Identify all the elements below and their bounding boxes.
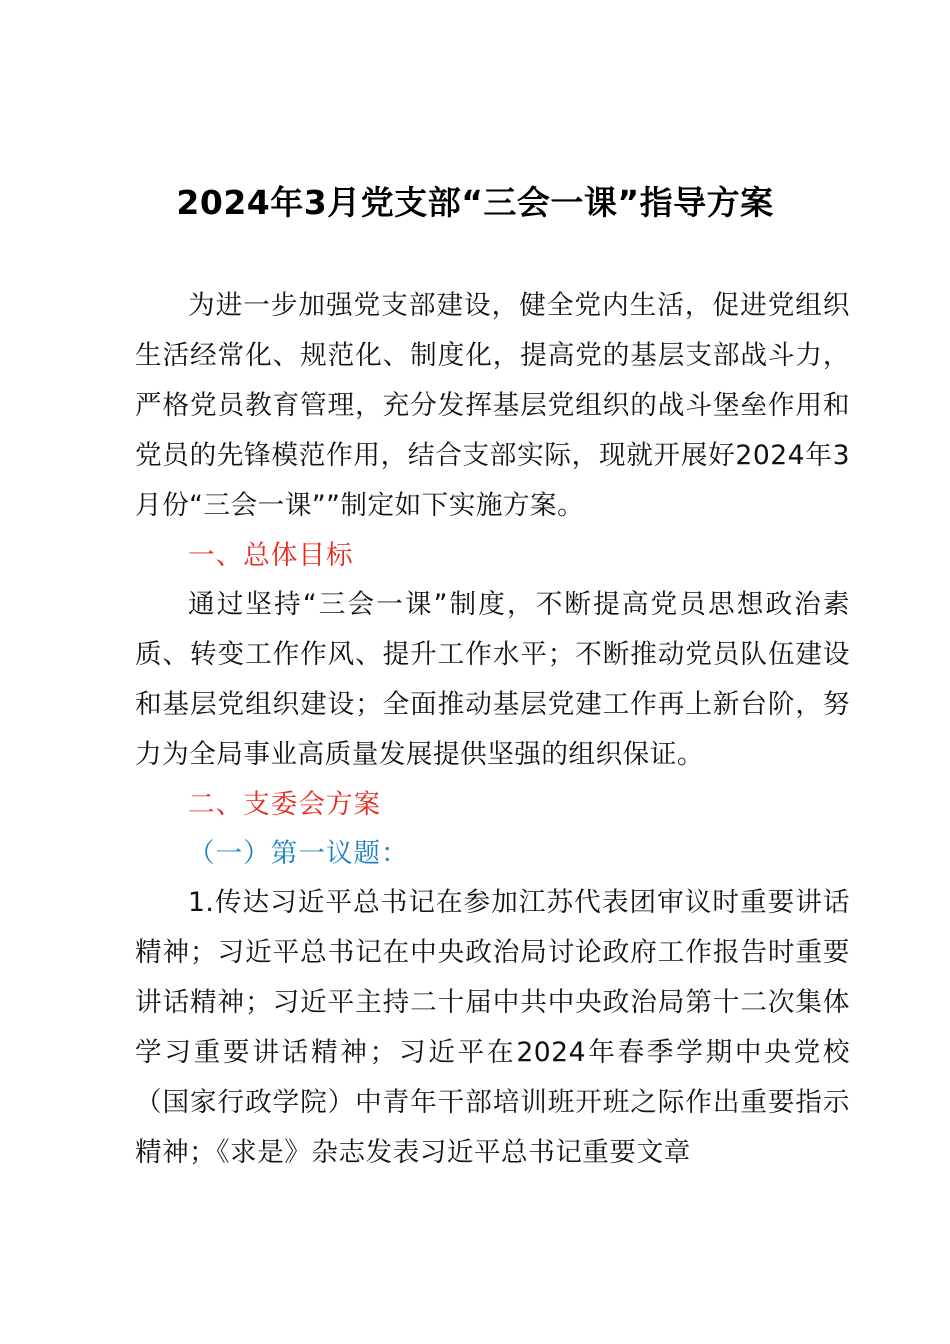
goal-paragraph: 通过坚持“三会一课”制度，不断提高党员思想政治素质、转变工作作风、提升工作水平；不断推动党员队伍建设和基层党组织建设；全面推动基层党建工作再上新台阶，努力为全局事业高质量发展提供坚强的组织保证。 xyxy=(135,589,850,770)
item-paragraph: 1.传达习近平总书记在参加江苏代表团审议时重要讲话精神；习近平总书记在中央政治局讨论政府工作报告时重要讲话精神；习近平主持二十届中共中央政治局第十二次集体学习重要讲话精神；习近平在2024年春季学期中央党校（国家行政学院）中青年干部培训班开班之际作出重要指示精神；《求是》杂志发表习近平总书记重要文章 xyxy=(135,887,850,1168)
intro-paragraph: 为进一步加强党支部建设，健全党内生活，促进党组织生活经常化、规范化、制度化，提高党的基层支部战斗力，严格党员教育管理，充分发挥基层党组织的战斗堡垒作用和党员的先锋模范作用，结合支部实际，现就开展好2024年3月份“三会一课””制定如下实施方案。 xyxy=(135,290,850,521)
subheading-first-topic: （一）第一议题： xyxy=(188,838,409,869)
document-title: 2024年3月党支部“三会一课”指导方案 xyxy=(176,183,774,222)
section-heading-goal: 一、总体目标 xyxy=(188,540,354,571)
section-heading-plan: 二、支委会方案 xyxy=(188,789,382,820)
